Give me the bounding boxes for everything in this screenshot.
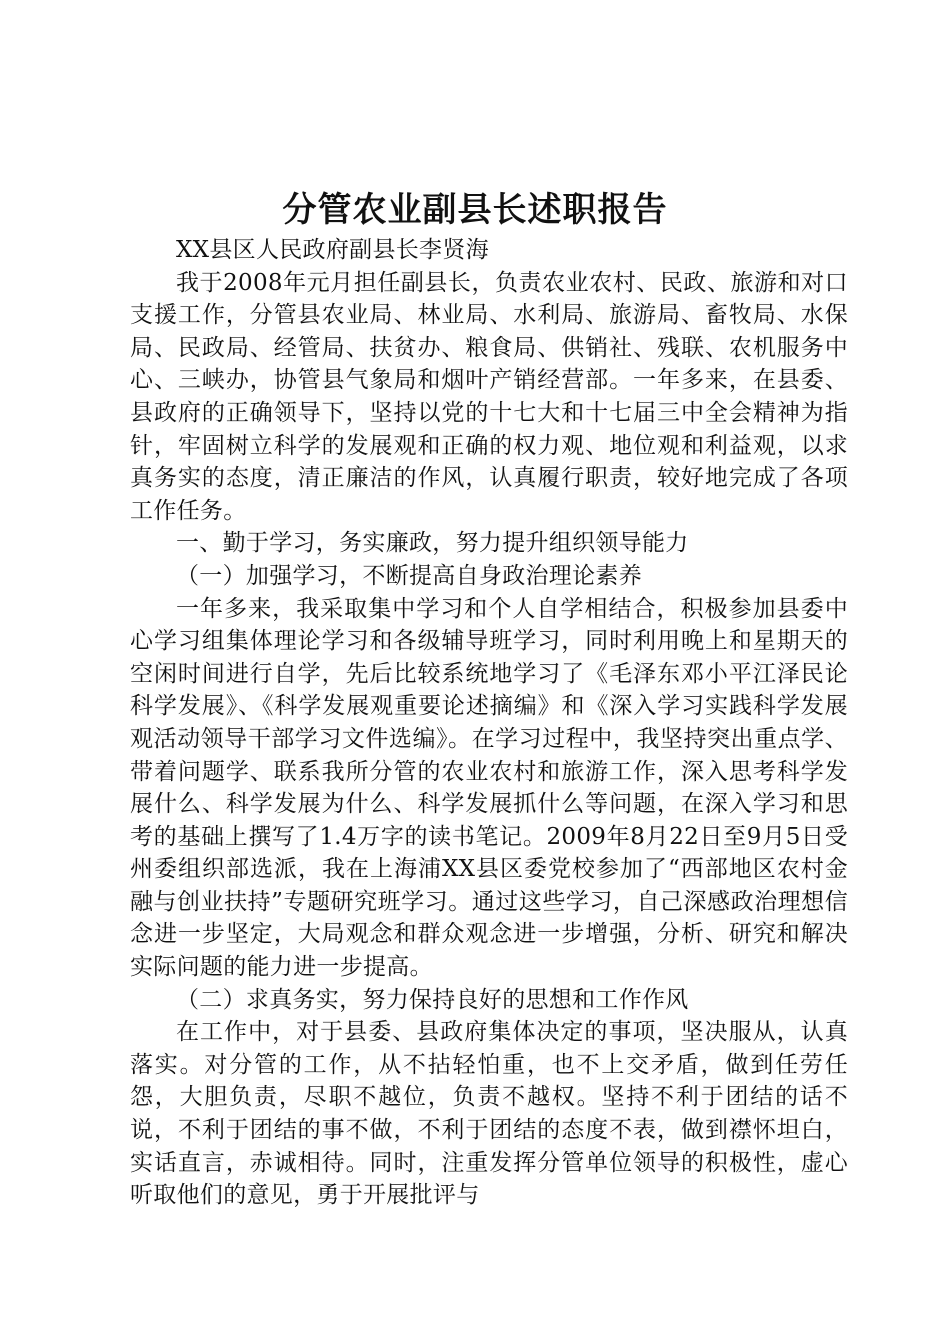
document-body (130, 234, 848, 1212)
paragraph-intro: 我于2008年元月担任副县长，负责农业农村、民政、旅游和对口支援工作，分管县农业局、林业局、水利局、旅游局、畜牧局、水保局、民政局、经管局、扶贫办、粮食局、供销社、残联、农机服务中心、三峡办，协管县气象局和烟叶产销经营部。一年多来，在县委、县政府的正确领导下，坚持以党的十七大和十七届三中全会精神为指针，牢固树立科学的发展观和正确的权力观、地位观和利益观，以求真务实的态度，清正廉洁的作风，认真履行职责，较好地完成了各项工作任务。 (130, 269, 848, 524)
paragraph-work-style: 在工作中，对于县委、县政府集体决定的事项，坚决服从，认真落实。对分管的工作，从不拈轻怕重，也不上交矛盾，做到任劳任怨，大胆负责，尽职不越位，负责不越权。坚持不利于团结的话不说，不利于团结的事不做，不利于团结的态度不表，做到襟怀坦白，实话直言，赤诚相待。同时，注重发挥分管单位领导的积极性，虚心听取他们的意见，勇于开展批评与 (130, 1019, 848, 1209)
subsection-heading-1: （一）加强学习，不断提高自身政治理论素养 (176, 562, 642, 589)
document-title: 分管农业副县长述职报告 (282, 190, 668, 230)
subsection-heading-2: （二）求真务实，努力保持良好的思想和工作作风 (176, 986, 689, 1013)
section-heading-1: 一、勤于学习，务实廉政，努力提升组织领导能力 (176, 530, 689, 557)
paragraph-study: 一年多来，我采取集中学习和个人自学相结合，积极参加县委中心学习组集体理论学习和各级辅导班学习，同时利用晚上和星期天的空闲时间进行自学，先后比较系统地学习了《毛泽东邓小平江泽民论科学发展》、《科学发展观重要论述摘编》和《深入学习实践科学发展观活动领导干部学习文件选编》。在学习过程中，我坚持突出重点学、带着问题学、联系我所分管的农业农村和旅游工作，深入思考科学发展什么、科学发展为什么、科学发展抓什么等问题，在深入学习和思考的基础上撰写了1.4万字的读书笔记。2009年8月22日至9月5日受州委组织部选派，我在上海浦XX县区委党校参加了“西部地区农村金融与创业扶持”专题研究班学习。通过这些学习，自己深感政治理想信念进一步坚定，大局观念和群众观念进一步增强，分析、研究和解决实际问题的能力进一步提高。 (130, 595, 848, 981)
author-line: XX县区人民政府副县长李贤海 (176, 237, 489, 263)
